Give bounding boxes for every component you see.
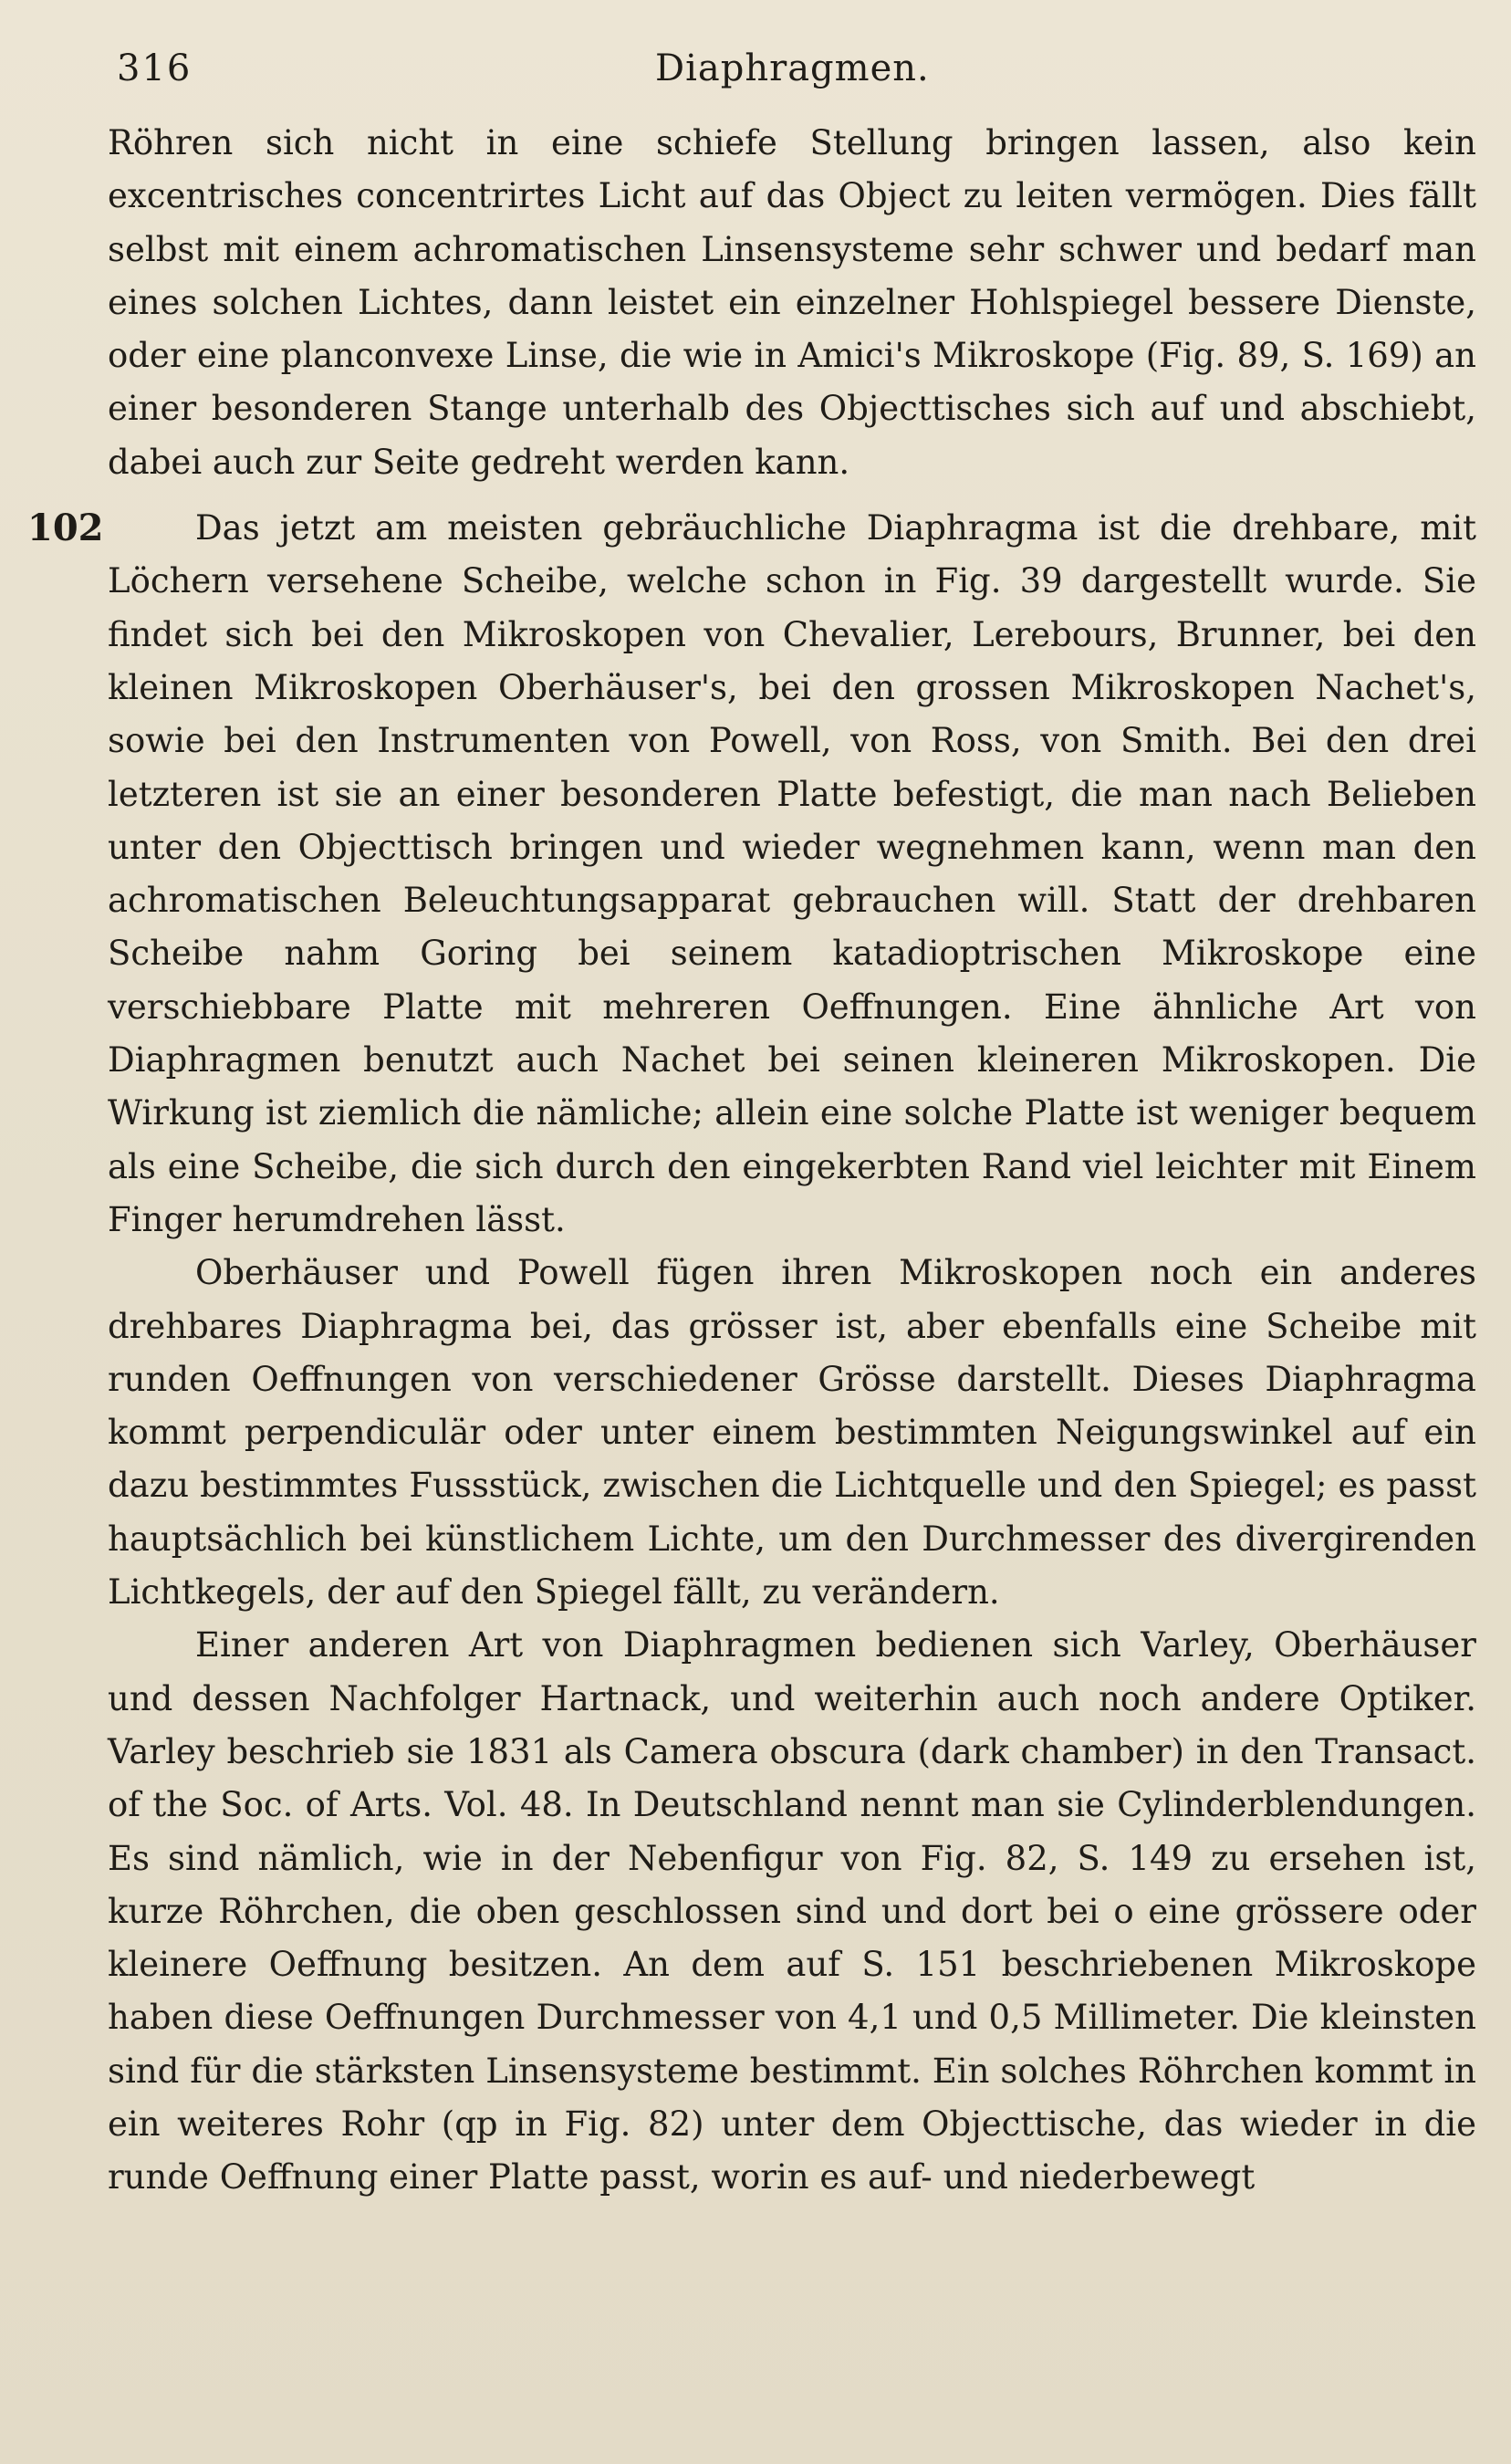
paragraph-continuation: Röhren sich nicht in eine schiefe Stellung bringen lassen, also kein excentrisches concentrirtes Licht auf das Object zu leiten vermögen. Dies fällt selbst mit einem achromatischen Linsensysteme sehr schwer und bedarf man eines solchen Lichtes, dann leistet ein einzelner Hohlspiegel bessere Dienste, oder eine planconvexe Linse, die wie in Amici's Mikroskope (Fig. 89, S. 169) an einer besonderen Stange unterhalb des Objecttisches sich auf und abschiebt, dabei auch zur Seite gedreht werden kann. bbox=[108, 123, 1476, 482]
paragraph-diaphragma-scheibe: Das jetzt am meisten gebräuchliche Diaphragma ist die drehbare, mit Löchern versehene Scheibe, welche schon in Fig. 39 dargestellt wurde. Sie findet sich bei den Mikroskopen von Chevalier, Lerebours, Brunner, bei den kleinen Mikroskopen Oberhäuser's, bei den grossen Mikroskopen Nachet's, sowie bei den Instrumenten von Powell, von Ross, von Smith. Bei den drei letzteren ist sie an einer besonderen Platte befestigt, die man nach Belieben unter den Objecttisch bringen und wieder wegnehmen kann, wenn man den achromatischen Beleuchtungsapparat gebrauchen will. Statt der drehbaren Scheibe nahm Goring bei seinem katadioptrischen Mikroskope eine verschiebbare Platte mit mehreren Oeffnungen. Eine ähnliche Art von Diaphragmen benutzt auch Nachet bei seinen kleineren Mikroskopen. Die Wirkung ist ziemlich die nämliche; allein eine solche Platte ist weniger bequem als eine Scheibe, die sich durch den eingekerbten Rand viel leichter mit Einem Finger herumdrehen lässt. bbox=[108, 508, 1476, 1239]
body-text bbox=[27, 117, 1476, 2205]
section-number: 102 bbox=[27, 506, 104, 550]
paragraph-oberhaeuser-powell: Oberhäuser und Powell fügen ihren Mikroskopen noch ein anderes drehbares Diaphragma bei, das grösser ist, aber ebenfalls eine Scheibe mit runden Oeffnungen von verschiedener Grösse darstellt. Dieses Diaphragma kommt perpendiculär oder unter einem bestimmten Neigungswinkel auf ein dazu bestimmtes Fussstück, zwischen die Lichtquelle und den Spiegel; es passt hauptsächlich bei künstlichem Lichte, um den Durchmesser des divergirenden Lichtkegels, der auf den Spiegel fällt, zu verändern. bbox=[108, 1253, 1476, 1613]
page-header bbox=[117, 40, 1467, 95]
paragraph-cylinderblendungen: Einer anderen Art von Diaphragmen bedienen sich Varley, Oberhäuser und dessen Nachfolger Hartnack, und weiterhin auch noch andere Optiker. Varley beschrieb sie 1831 als Camera obscura (dark chamber) in den Transact. of the Soc. of Arts. Vol. 48. In Deutschland nennt man sie Cylinderblendungen. Es sind nämlich, wie in der Nebenfigur von Fig. 82, S. 149 zu ersehen ist, kurze Röhrchen, die oben geschlossen sind und dort bei o eine grössere oder kleinere Oeffnung besitzen. An dem auf S. 151 beschriebenen Mikroskope haben diese Oeffnungen Durchmesser von 4,1 und 0,5 Millimeter. Die kleinsten sind für die stärksten Linsensysteme bestimmt. Ein solches Röhrchen kommt in ein weiteres Rohr (qp in Fig. 82) unter dem Objecttische, das wieder in die runde Oeffnung einer Platte passt, worin es auf- und niederbewegt bbox=[108, 1625, 1476, 2198]
page-number: 316 bbox=[117, 47, 193, 89]
running-head: Diaphragmen. bbox=[655, 47, 930, 89]
section-102 bbox=[27, 502, 1476, 1247]
